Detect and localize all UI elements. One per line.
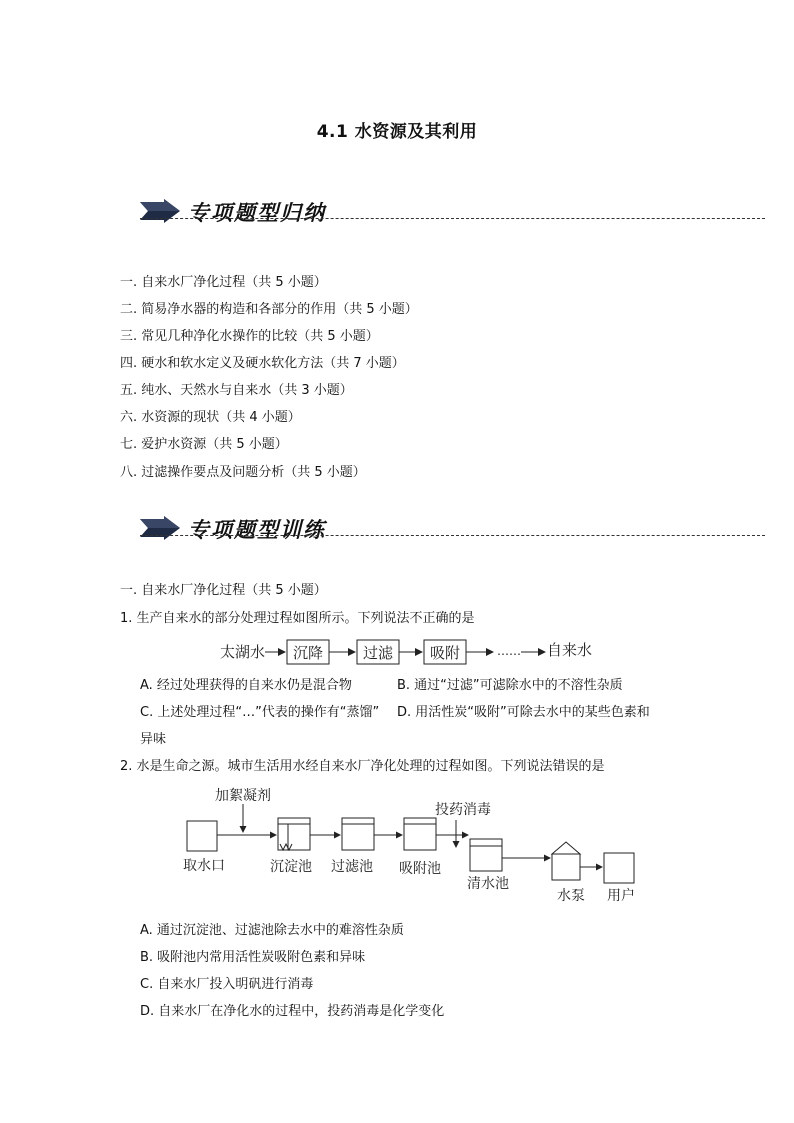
label-intake: 取水口 — [183, 858, 225, 874]
flow-source: 太湖水 — [220, 643, 266, 661]
dashed-divider — [140, 535, 765, 536]
option-b: B. 吸附池内常用活性炭吸附色素和异味 — [140, 950, 366, 965]
option-c: C. 上述处理过程“…”代表的操作有“蒸馏” — [140, 705, 380, 720]
toc-item: 五. 纯水、天然水与自来水（共 3 小题） — [120, 383, 353, 398]
option-a: A. 经过处理获得的自来水仍是混合物 — [140, 678, 352, 693]
option-b: B. 通过“过滤”可滤除水中的不溶性杂质 — [397, 678, 623, 693]
adsorption-tank — [404, 818, 436, 850]
question-stem: 2. 水是生命之源。城市生活用水经自来水厂净化处理的过程如图。下列说法错误的是 — [120, 759, 605, 774]
option-d: D. 用活性炭“吸附”可除去水中的某些色素和 — [397, 705, 650, 720]
banner-title: 专项题型归纳 — [188, 200, 326, 225]
flow-step: 吸附 — [430, 644, 461, 662]
arrow-icon — [140, 199, 184, 223]
toc-item: 一. 自来水厂净化过程（共 5 小题） — [120, 275, 327, 290]
pump-shape — [552, 854, 580, 880]
flow-step: 沉降 — [293, 644, 324, 662]
flow-end: 自来水 — [547, 641, 593, 659]
question-stem: 1. 生产自来水的部分处理过程如图所示。下列说法不正确的是 — [120, 611, 475, 626]
label-pump: 水泵 — [557, 888, 585, 904]
water-plant-diagram — [180, 784, 650, 908]
page-title: 4.1 水资源及其利用 — [316, 122, 478, 142]
section-banner-training — [140, 510, 765, 550]
toc-item: 四. 硬水和软水定义及硬水软化方法（共 7 小题） — [120, 356, 405, 371]
settling-tank — [278, 818, 310, 850]
dashed-divider — [140, 218, 765, 219]
flow-step: 过滤 — [363, 644, 394, 662]
label-coagulant: 加絮凝剂 — [215, 788, 271, 804]
user-box — [604, 853, 634, 883]
toc-item: 二. 简易净水器的构造和各部分的作用（共 5 小题） — [120, 302, 418, 317]
intake-box — [187, 821, 217, 851]
toc-item: 八. 过滤操作要点及问题分析（共 5 小题） — [120, 465, 366, 480]
label-settle: 沉淀池 — [270, 859, 312, 875]
option-a: A. 通过沉淀池、过滤池除去水中的难溶性杂质 — [140, 923, 404, 938]
flow-diagram — [215, 634, 615, 670]
banner-title: 专项题型训练 — [188, 517, 326, 542]
label-user: 用户 — [607, 888, 635, 904]
label-filter: 过滤池 — [331, 859, 373, 875]
flow-ellipsis: …… — [497, 644, 521, 658]
toc-item: 七. 爱护水资源（共 5 小题） — [120, 437, 288, 452]
clear-water-tank — [470, 839, 502, 871]
section-heading: 一. 自来水厂净化过程（共 5 小题） — [120, 583, 327, 598]
option-c: C. 自来水厂投入明矾进行消毒 — [140, 977, 314, 992]
section-banner-summary — [140, 193, 765, 233]
filter-tank — [342, 818, 374, 850]
toc-item: 六. 水资源的现状（共 4 小题） — [120, 410, 301, 425]
label-disinfect: 投药消毒 — [435, 802, 491, 818]
arrow-icon — [140, 516, 184, 540]
label-adsorb: 吸附池 — [399, 861, 441, 877]
option-d-continued: 异味 — [140, 732, 167, 747]
label-clear: 清水池 — [467, 876, 509, 892]
option-d: D. 自来水厂在净化水的过程中，投药消毒是化学变化 — [140, 1004, 445, 1019]
toc-item: 三. 常见几种净化水操作的比较（共 5 小题） — [120, 329, 379, 344]
